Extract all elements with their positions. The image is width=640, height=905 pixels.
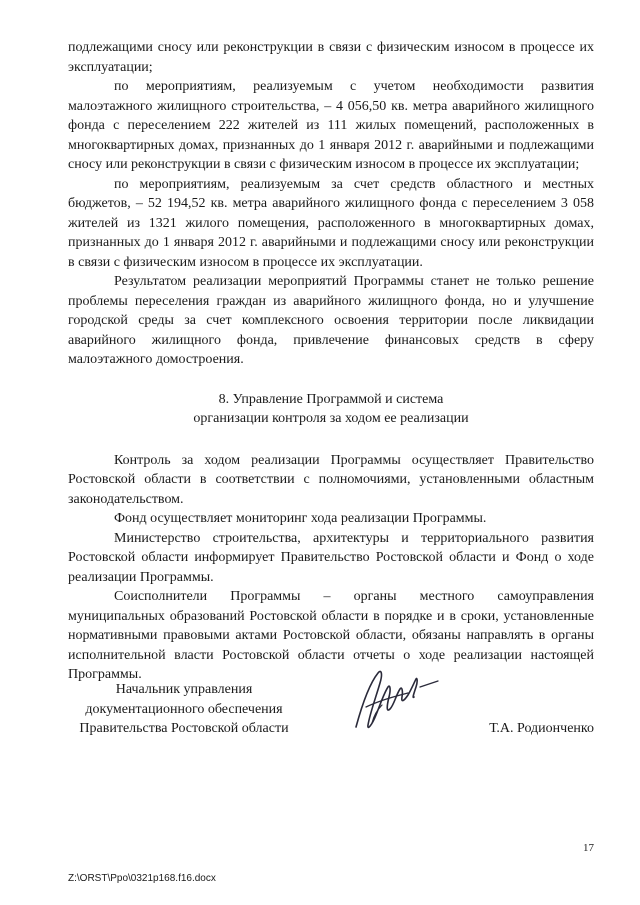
document-body — [68, 38, 594, 685]
signature-block — [68, 680, 594, 760]
signatory-name: Т.А. Родионченко — [489, 721, 594, 736]
signatory-title — [68, 680, 300, 739]
signatory-title-line3: Правительства Ростовской области — [79, 721, 289, 736]
paragraph-monitoring: Фонд осуществляет мониторинг хода реализации Программы. — [114, 511, 487, 526]
handwritten-signature-icon — [348, 665, 448, 740]
signatory-title-line1: Начальник управления — [115, 682, 253, 697]
section-heading-line1: 8. Управление Программой и система — [218, 391, 444, 407]
paragraph-ministry: Министерство строительства, архитектуры и территориального развития Ростовской области информирует Правительство Ростовской области и Фонд о ходе реализации Программы. — [68, 530, 594, 585]
paragraph-continuation: подлежащими сносу или реконструкции в связи с физическим износом в процессе их эксплуатации; — [68, 40, 594, 75]
signatory-title-line2: документационного обеспечения — [85, 701, 283, 717]
paragraph-control: Контроль за ходом реализации Программы осуществляет Правительство Ростовской области в соответствии с полномочиями, установленными областным законодательством. — [68, 452, 594, 507]
file-path: Z:\ORST\Ppo\0321p168.f16.docx — [68, 873, 216, 884]
paragraph-budget-measures: по мероприятиям, реализуемым за счет средств областного и местных бюджетов, – 52 194,52 кв. метра аварийного жилищного фонда с переселением 3 058 жителей из 1321 жилого помещения, расположенного в многоквартирных домах, признанных до 1 января 2012 г. аварийными и подлежащими сносу или реконструкции в связи с физическим износом в процессе их эксплуатации. — [68, 176, 594, 270]
paragraph-low-rise-measures: по мероприятиям, реализуемым с учетом необходимости развития малоэтажного жилищного строительства, – 4 056,50 кв. метра аварийного жилищного фонда с переселением 222 жителей из 111 жилых помещений, расположенных в многоквартирных домах, признанных до 1 января 2012 г. аварийными и подлежащими сносу или реконструкции в связи с физическим износом в процессе их эксплуатации; — [68, 79, 594, 172]
paragraph-co-executors: Соисполнители Программы – органы местного самоуправления муниципальных образований Ростовской области в порядке и в сроки, установленные нормативными правовыми актами Ростовской области, обязаны направлять в органы исполнительной власти Ростовской области отчеты о ходе реализации настоящей Программы. — [68, 589, 594, 682]
paragraph-program-results: Результатом реализации мероприятий Программы станет не только решение проблемы переселения граждан из аварийного жилищного фонда, но и улучшение городской среды за счет комплексного освоения территории после ликвидации аварийного жилищного фонда, привлечение финансовых средств в сферу малоэтажного домостроения. — [68, 274, 594, 367]
section-heading-line2: организации контроля за ходом ее реализации — [193, 411, 469, 426]
page-number: 17 — [583, 842, 594, 854]
section-heading — [68, 390, 594, 429]
